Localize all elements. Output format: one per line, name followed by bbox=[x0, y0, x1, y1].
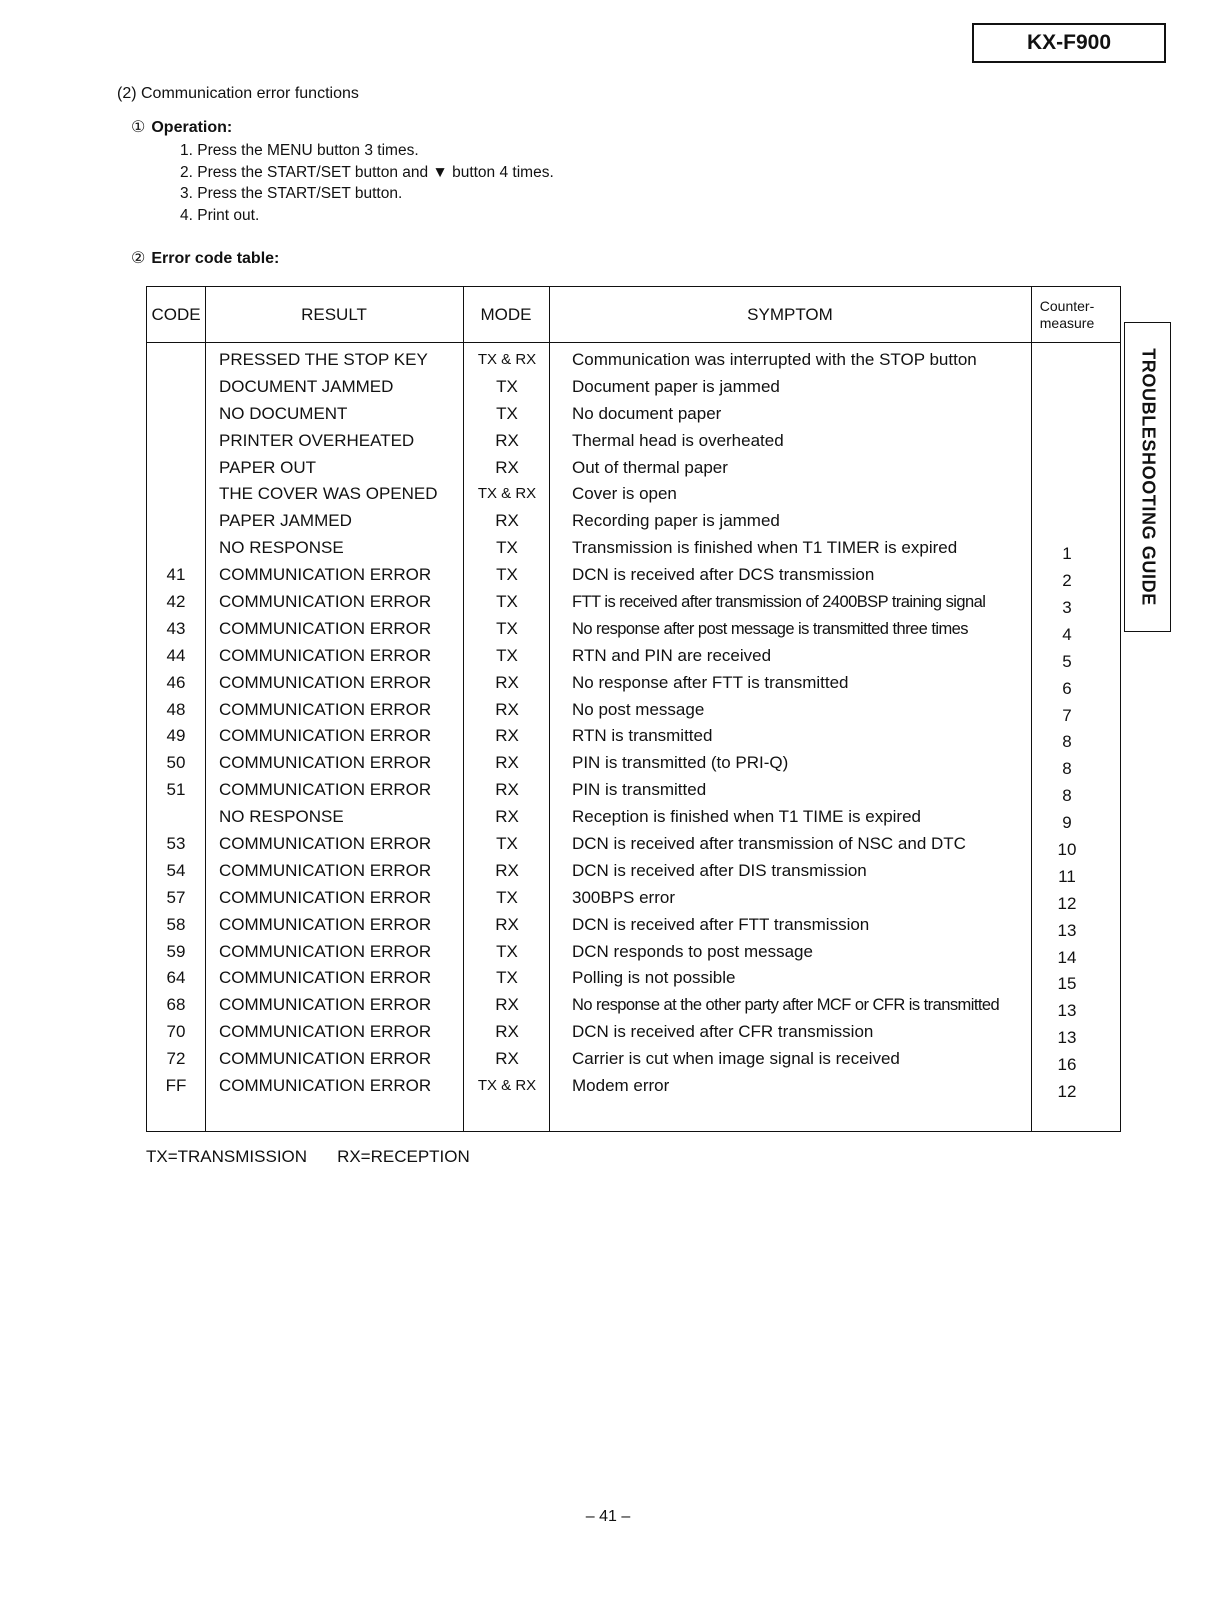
error-table-title: Error code table: bbox=[151, 250, 280, 267]
table-row bbox=[147, 804, 1120, 831]
table-row bbox=[147, 912, 1120, 939]
result-cell: COMMUNICATION ERROR bbox=[219, 941, 432, 961]
mode-cell: RX bbox=[495, 726, 519, 746]
code-cell: 68 bbox=[166, 995, 186, 1015]
mode-cell: RX bbox=[495, 914, 519, 934]
result-cell: COMMUNICATION ERROR bbox=[219, 995, 432, 1015]
symptom-cell: Modem error bbox=[572, 1076, 670, 1096]
result-cell: COMMUNICATION ERROR bbox=[219, 1049, 432, 1069]
countermeasure-cell: 12 bbox=[1057, 893, 1077, 913]
mode-cell: TX bbox=[496, 403, 518, 423]
table-row bbox=[147, 777, 1120, 804]
result-cell: COMMUNICATION ERROR bbox=[219, 726, 432, 746]
mode-cell: TX & RX bbox=[477, 351, 537, 368]
mode-cell: RX bbox=[495, 753, 519, 773]
symptom-cell: PIN is transmitted bbox=[572, 780, 707, 800]
code-cell: 64 bbox=[166, 968, 186, 988]
code-cell: 58 bbox=[166, 914, 186, 934]
code-cell: 70 bbox=[166, 1022, 186, 1042]
operation-heading bbox=[131, 117, 232, 137]
symptom-cell: Document paper is jammed bbox=[572, 376, 780, 396]
table-row bbox=[147, 670, 1120, 697]
mode-cell: RX bbox=[495, 995, 519, 1015]
error-table-heading bbox=[131, 248, 279, 268]
code-cell: 53 bbox=[166, 834, 186, 854]
table-row bbox=[147, 455, 1120, 482]
mode-legend bbox=[146, 1147, 470, 1167]
symptom-cell: Polling is not possible bbox=[572, 968, 736, 988]
result-cell: COMMUNICATION ERROR bbox=[219, 1076, 432, 1096]
table-row bbox=[147, 939, 1120, 966]
result-cell: COMMUNICATION ERROR bbox=[219, 699, 432, 719]
mode-cell: TX bbox=[496, 376, 518, 396]
symptom-cell: No post message bbox=[572, 699, 705, 719]
header-symptom: SYMPTOM bbox=[747, 304, 833, 324]
mode-cell: TX bbox=[496, 618, 518, 638]
mode-cell: RX bbox=[495, 430, 519, 450]
header-code: CODE bbox=[151, 304, 201, 324]
countermeasure-cell: 10 bbox=[1057, 840, 1077, 860]
model-number-box bbox=[972, 23, 1166, 63]
mode-cell: RX bbox=[495, 457, 519, 477]
symptom-cell: No response after post message is transmitted three times bbox=[572, 619, 969, 638]
result-cell: COMMUNICATION ERROR bbox=[219, 887, 432, 907]
table-row bbox=[147, 562, 1120, 589]
symptom-cell: DCN is received after DIS transmission bbox=[572, 860, 867, 880]
symptom-cell: RTN is transmitted bbox=[572, 726, 713, 746]
header-countermeasure-line2: measure bbox=[1039, 314, 1095, 331]
table-row bbox=[147, 428, 1120, 455]
countermeasure-cell: 7 bbox=[1062, 705, 1072, 725]
result-cell: COMMUNICATION ERROR bbox=[219, 914, 432, 934]
countermeasure-cell: 9 bbox=[1062, 813, 1072, 833]
mode-cell: TX & RX bbox=[477, 485, 537, 503]
countermeasure-cell: 8 bbox=[1062, 732, 1072, 752]
error-code-table bbox=[146, 286, 1121, 1132]
countermeasure-cell: 11 bbox=[1058, 866, 1076, 886]
table-row bbox=[147, 535, 1120, 562]
code-cell: 42 bbox=[166, 592, 186, 612]
code-cell: 57 bbox=[166, 887, 186, 907]
symptom-cell: Cover is open bbox=[572, 484, 677, 504]
result-cell: DOCUMENT JAMMED bbox=[219, 376, 394, 396]
countermeasure-cell: 2 bbox=[1062, 571, 1072, 591]
table-row bbox=[147, 589, 1120, 616]
table-row bbox=[147, 858, 1120, 885]
countermeasure-cell: 15 bbox=[1057, 974, 1077, 994]
table-row bbox=[147, 885, 1120, 912]
table-row bbox=[147, 697, 1120, 724]
operation-step: 2. Press the START/SET button and ▼ button 4 times. bbox=[180, 163, 554, 181]
mode-cell: TX bbox=[496, 834, 518, 854]
code-cell: 51 bbox=[166, 780, 186, 800]
countermeasure-cell: 14 bbox=[1057, 947, 1077, 967]
error-table-number: ② bbox=[131, 250, 146, 267]
mode-cell: TX bbox=[496, 538, 518, 558]
result-cell: THE COVER WAS OPENED bbox=[219, 484, 438, 504]
result-cell: COMMUNICATION ERROR bbox=[219, 645, 432, 665]
countermeasure-cell: 8 bbox=[1062, 786, 1072, 806]
symptom-cell: Recording paper is jammed bbox=[572, 511, 780, 531]
operation-title: Operation: bbox=[151, 119, 233, 136]
operation-step: 3. Press the START/SET button. bbox=[180, 185, 403, 202]
mode-cell: RX bbox=[495, 699, 519, 719]
result-cell: COMMUNICATION ERROR bbox=[219, 565, 432, 585]
table-row bbox=[147, 481, 1120, 508]
legend-tx: TX=TRANSMISSION bbox=[146, 1147, 308, 1166]
operation-steps bbox=[180, 140, 554, 226]
result-cell: PRINTER OVERHEATED bbox=[219, 430, 415, 450]
mode-cell: TX bbox=[496, 941, 518, 961]
table-row bbox=[147, 347, 1120, 374]
result-cell: NO RESPONSE bbox=[219, 807, 344, 827]
result-cell: NO DOCUMENT bbox=[219, 403, 348, 423]
mode-cell: RX bbox=[495, 807, 519, 827]
code-cell: FF bbox=[165, 1076, 187, 1096]
mode-cell: RX bbox=[495, 860, 519, 880]
code-cell: 48 bbox=[166, 699, 186, 719]
code-cell: 49 bbox=[166, 726, 186, 746]
table-row bbox=[147, 401, 1120, 428]
symptom-cell: DCN responds to post message bbox=[572, 941, 813, 961]
table-row bbox=[147, 1073, 1120, 1100]
symptom-cell: Transmission is finished when T1 TIMER is expired bbox=[572, 538, 958, 558]
table-row bbox=[147, 616, 1120, 643]
symptom-cell: PIN is transmitted (to PRI-Q) bbox=[572, 753, 789, 773]
table-row bbox=[147, 374, 1120, 401]
symptom-cell: 300BPS error bbox=[572, 887, 675, 907]
symptom-cell: DCN is received after FTT transmission bbox=[572, 914, 870, 934]
countermeasure-cell: 4 bbox=[1062, 624, 1072, 644]
mode-cell: RX bbox=[495, 511, 519, 531]
countermeasure-cell: 16 bbox=[1057, 1055, 1077, 1075]
operation-number: ① bbox=[131, 119, 146, 136]
result-cell: COMMUNICATION ERROR bbox=[219, 618, 432, 638]
operation-step: 1. Press the MENU button 3 times. bbox=[180, 142, 419, 159]
result-cell: COMMUNICATION ERROR bbox=[219, 968, 432, 988]
code-cell: 46 bbox=[166, 672, 186, 692]
code-cell: 41 bbox=[166, 565, 186, 585]
table-row bbox=[147, 750, 1120, 777]
result-cell: NO RESPONSE bbox=[219, 538, 344, 558]
symptom-cell: Reception is finished when T1 TIME is expired bbox=[572, 807, 921, 827]
countermeasure-cell: 5 bbox=[1062, 651, 1072, 671]
code-cell: 50 bbox=[166, 753, 186, 773]
countermeasure-cell: 13 bbox=[1057, 920, 1077, 940]
legend-rx: RX=RECEPTION bbox=[337, 1147, 470, 1166]
result-cell: COMMUNICATION ERROR bbox=[219, 672, 432, 692]
result-cell: PAPER OUT bbox=[219, 457, 316, 477]
mode-cell: RX bbox=[495, 1022, 519, 1042]
table-row bbox=[147, 723, 1120, 750]
result-cell: COMMUNICATION ERROR bbox=[219, 592, 432, 612]
symptom-cell: DCN is received after DCS transmission bbox=[572, 565, 875, 585]
mode-cell: TX bbox=[496, 592, 518, 612]
table-body bbox=[147, 347, 1120, 1100]
table-row bbox=[147, 1046, 1120, 1073]
countermeasure-cell: 12 bbox=[1057, 1082, 1077, 1102]
code-cell: 54 bbox=[166, 860, 186, 880]
result-cell: COMMUNICATION ERROR bbox=[219, 834, 432, 854]
header-result: RESULT bbox=[301, 304, 367, 324]
symptom-cell: No response at the other party after MCF or CFR is transmitted bbox=[572, 996, 1000, 1015]
mode-cell: RX bbox=[495, 780, 519, 800]
mode-cell: RX bbox=[495, 672, 519, 692]
mode-cell: TX bbox=[496, 968, 518, 988]
symptom-cell: Communication was interrupted with the STOP button bbox=[572, 350, 977, 369]
header-countermeasure-line1: Counter- bbox=[1039, 297, 1095, 314]
table-row bbox=[147, 992, 1120, 1019]
table-row bbox=[147, 643, 1120, 670]
result-cell: PRESSED THE STOP KEY bbox=[219, 350, 428, 369]
section-title: (2) Communication error functions bbox=[117, 85, 359, 102]
result-cell: COMMUNICATION ERROR bbox=[219, 1022, 432, 1042]
countermeasure-cell: 6 bbox=[1062, 678, 1072, 698]
side-tab-label: TROUBLESHOOTING GUIDE bbox=[1138, 348, 1158, 606]
code-cell: 59 bbox=[166, 941, 186, 961]
header-mode: MODE bbox=[480, 304, 532, 324]
mode-cell: TX & RX bbox=[477, 1077, 537, 1095]
countermeasure-cell: 8 bbox=[1062, 759, 1072, 779]
mode-cell: RX bbox=[495, 1049, 519, 1069]
code-cell: 43 bbox=[166, 618, 186, 638]
result-cell: COMMUNICATION ERROR bbox=[219, 753, 432, 773]
table-row bbox=[147, 1019, 1120, 1046]
symptom-cell: DCN is received after CFR transmission bbox=[572, 1022, 874, 1042]
mode-cell: TX bbox=[496, 565, 518, 585]
countermeasure-cell: 13 bbox=[1057, 1028, 1077, 1048]
symptom-cell: No document paper bbox=[572, 403, 722, 423]
result-cell: COMMUNICATION ERROR bbox=[219, 780, 432, 800]
mode-cell: TX bbox=[496, 887, 518, 907]
countermeasure-cell: 3 bbox=[1062, 598, 1072, 618]
countermeasure-cell: 13 bbox=[1057, 1001, 1077, 1021]
symptom-cell: Carrier is cut when image signal is received bbox=[572, 1049, 900, 1069]
model-number: KX-F900 bbox=[1026, 31, 1112, 54]
operation-step: 4. Print out. bbox=[180, 206, 260, 224]
symptom-cell: No response after FTT is transmitted bbox=[572, 672, 849, 692]
result-cell: COMMUNICATION ERROR bbox=[219, 860, 432, 880]
symptom-cell: RTN and PIN are received bbox=[572, 645, 772, 665]
section-side-tab bbox=[1124, 322, 1171, 632]
table-row bbox=[147, 831, 1120, 858]
header-countermeasure bbox=[1031, 287, 1103, 342]
table-row bbox=[147, 508, 1120, 535]
code-cell: 44 bbox=[166, 645, 186, 665]
table-row bbox=[147, 965, 1120, 992]
symptom-cell: Out of thermal paper bbox=[572, 457, 728, 477]
symptom-cell: DCN is received after transmission of NSC and DTC bbox=[572, 834, 966, 854]
countermeasure-cell: 1 bbox=[1062, 544, 1072, 564]
code-cell: 72 bbox=[166, 1049, 186, 1069]
result-cell: PAPER JAMMED bbox=[219, 511, 352, 531]
page-number: – 41 – bbox=[585, 1508, 631, 1525]
mode-cell: TX bbox=[496, 645, 518, 665]
header-divider bbox=[147, 342, 1120, 343]
symptom-cell: Thermal head is overheated bbox=[572, 430, 784, 450]
symptom-cell: FTT is received after transmission of 2400BSP training signal bbox=[572, 593, 986, 612]
